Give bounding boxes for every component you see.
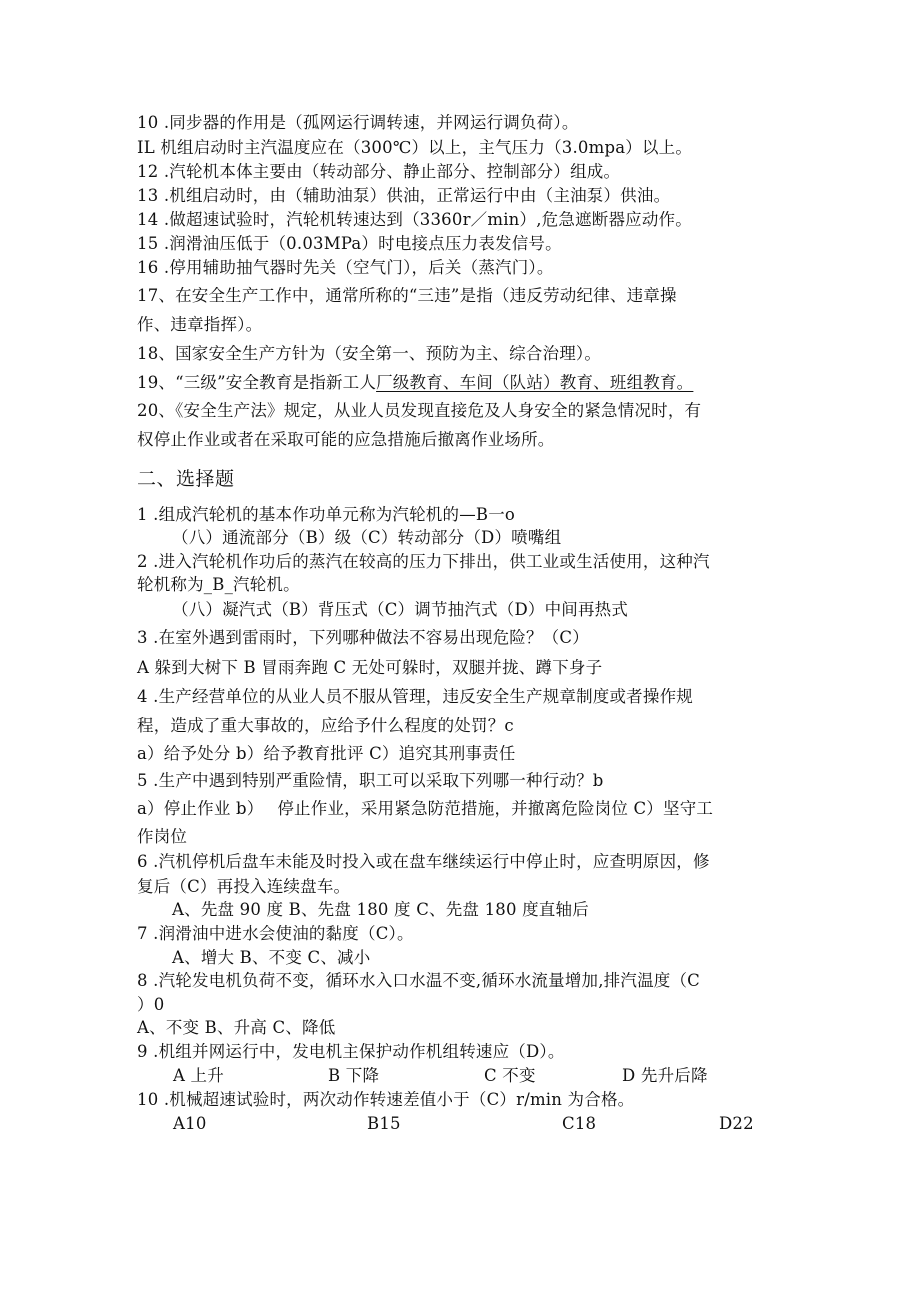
fill-item-15: 15 .润滑油压低于（0.03MPa）时电接点压力表发信号。	[137, 234, 562, 253]
question-4-line2: 程，造成了重大事故的，应给予什么程度的处罚？c	[137, 716, 514, 735]
question-7: 7 .润滑油中进水会使油的黏度（C）。	[137, 924, 414, 943]
question-9-option-b: B 下降	[328, 1066, 380, 1085]
question-8-options: A、不变 B、升高 C、降低	[137, 1018, 336, 1037]
question-10-options	[0, 1113, 920, 1135]
fill-item-17-line1: 17、在安全生产工作中，通常所称的“三违”是指（违反劳动纪律、违章操	[137, 286, 677, 305]
fill-item-19-prefix: 19、“三级”安全教育是指新工人	[137, 373, 377, 392]
question-6-line2: 复后（C）再投入连续盘车。	[137, 877, 351, 896]
question-9-option-c: C 不变	[484, 1066, 536, 1085]
fill-item-20-line1: 20、《安全生产法》规定，从业人员发现直接危及人身安全的紧急情况时，有	[137, 401, 702, 420]
question-8-line1: 8 .汽轮发电机负荷不变，循环水入口水温不变,循环水流量增加,排汽温度（C	[137, 971, 701, 990]
question-10: 10 .机械超速试验时，两次动作转速差值小于（C）r/min 为合格。	[137, 1090, 635, 1109]
question-1-options: （八）通流部分（B）级（C）转动部分（D）喷嘴组	[172, 528, 562, 547]
section-title-choice: 二、选择题	[137, 468, 235, 490]
fill-item-20-line2: 权停止作业或者在采取可能的应急措施后撤离作业场所。	[137, 430, 555, 449]
question-8-line2: ）0	[137, 995, 165, 1014]
question-9: 9 .机组并网运行中，发电机主保护动作机组转速应（D）。	[137, 1042, 565, 1061]
fill-item-17-line2: 作、违章指挥）。	[137, 315, 263, 334]
fill-item-14: 14 .做超速试验时，汽轮机转速达到（3360r／min）,危急遮断器应动作。	[137, 210, 692, 229]
question-10-option-c: C18	[562, 1114, 597, 1133]
question-1: 1 .组成汽轮机的基本作功单元称为汽轮机的—B一o	[137, 505, 516, 524]
fill-item-13: 13 .机组启动时，由（辅助油泵）供油，正常运行中由（主油泵）供油。	[137, 186, 671, 205]
question-9-option-a: A 上升	[173, 1066, 224, 1085]
question-4-options: a）给予处分 b）给予教育批评 C）追究其刑事责任	[137, 744, 516, 763]
question-4-line1: 4 .生产经营单位的从业人员不服从管理，违反安全生产规章制度或者操作规	[137, 687, 693, 706]
question-2-line2: 轮机称为_B_汽轮机。	[137, 575, 300, 594]
fill-item-12: 12 .汽轮机本体主要由（转动部分、静止部分、控制部分）组成。	[137, 162, 621, 181]
fill-item-10: 10 .同步器的作用是（孤网运行调转速，并网运行调负荷）。	[137, 113, 579, 132]
question-10-option-a: A10	[173, 1114, 207, 1133]
question-7-options: A、增大 B、不变 C、减小	[172, 948, 371, 967]
fill-item-11: IL 机组启动时主汽温度应在（300℃）以上，主气压力（3.0mpa）以上。	[137, 138, 693, 157]
fill-item-19	[137, 372, 693, 394]
fill-item-18: 18、国家安全生产方针为（安全第一、预防为主、综合治理）。	[137, 344, 602, 363]
question-3: 3 .在室外遇到雷雨时，下列哪种做法不容易出现危险？（C）	[137, 628, 589, 647]
question-9-options	[0, 1065, 920, 1087]
question-6-line1: 6 .汽机停机后盘车未能及时投入或在盘车继续运行中停止时，应查明原因，修	[137, 852, 710, 871]
question-10-option-b: B15	[367, 1114, 401, 1133]
question-9-option-d: D 先升后降	[622, 1066, 708, 1085]
question-6-options: A、先盘 90 度 B、先盘 180 度 C、先盘 180 度直轴后	[172, 900, 589, 919]
fill-item-16: 16 .停用辅助抽气器时先关（空气门），后关（蒸汽门）。	[137, 258, 554, 277]
question-2-line1: 2 .进入汽轮机作功后的蒸汽在较高的压力下排出，供工业或生活使用，这种汽	[137, 552, 710, 571]
fill-item-19-underlined: 厂级教育、车间（队站）教育、班组教育。	[376, 373, 694, 392]
question-10-option-d: D22	[719, 1114, 754, 1133]
question-5-options-line2: 作岗位	[137, 827, 188, 846]
question-5-options-line1: a）停止作业 b） 停止作业，采用紧急防范措施，并撤离危险岗位 C）坚守工	[137, 799, 714, 818]
question-2-options: （八）凝汽式（B）背压式（C）调节抽汽式（D）中间再热式	[172, 600, 629, 619]
question-3-options: A 躲到大树下 B 冒雨奔跑 C 无处可躲时，双腿并拢、蹲下身子	[137, 658, 603, 677]
question-5: 5 .生产中遇到特别严重险情，职工可以采取下列哪一种行动？b	[137, 771, 604, 790]
